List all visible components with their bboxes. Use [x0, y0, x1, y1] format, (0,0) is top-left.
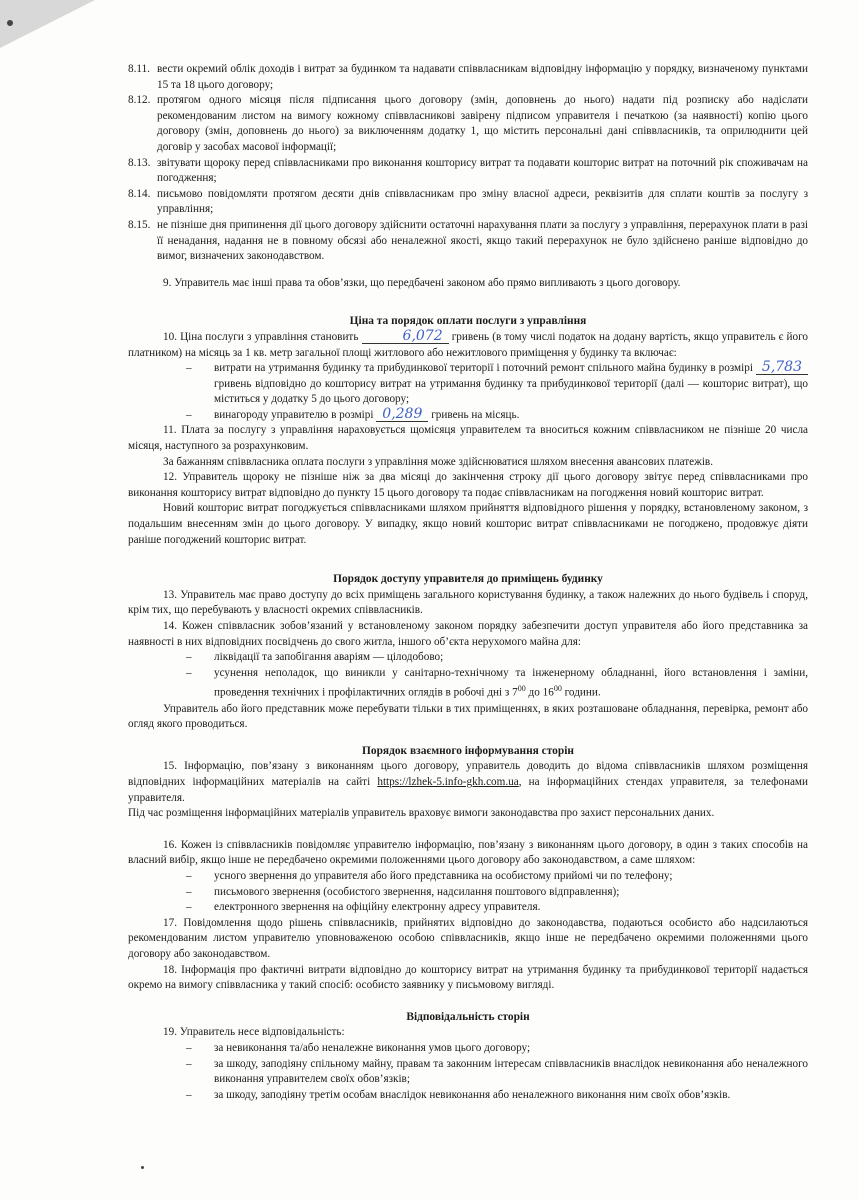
access-purpose-repair: – усунення неполадок, що виникли у санітарно-технічному та інженерному обладнанні, його встановлення і заміни, проведення технічних і профілактичних оглядів в робочі дні з $7^{00}$ до $16^{00}$ години. [186, 666, 808, 700]
responsibility-common-property: – за шкоду, заподіяну спільному майну, правам та законним інтересам співвласників внаслідок невиконання або неналежного виконання управителем своїх обов’язків; [186, 1057, 808, 1086]
paragraph-12: 12. Управитель щороку не пізніше ніж за два місяці до закінчення строку дії цього договору звітує перед співвласниками про виконання кошторису витрат відповідно до пункту 15 цього договору та подає співвласникам на погодження новий кошторис витрат. [128, 471, 808, 499]
responsibility-contract: – за невиконання та/або неналежне виконання умов цього договору; [186, 1041, 531, 1054]
paragraph-19: 19. Управитель несе відповідальність: [163, 1026, 345, 1039]
scan-speck [7, 20, 13, 26]
item-8-14: 8.14. письмово повідомляти протягом десяти днів співвласникам про зміну власної адреси, реквізитів для сплати коштів за послугу з управління; [128, 187, 808, 216]
paragraph-15-privacy: Під час розміщення інформаційних матеріалів управитель враховує вимоги законодавства про захист персональних даних. [128, 807, 715, 820]
item-8-15: 8.15. не пізніше дня припинення дії цього договору здійснити остаточні нарахування плати за послугу з управління, перерахунок плати в разі її ненадання, надання не в повному обсязі або неналежної якості, якщо такий перерахунок не було здійснено раніше відповідно до вимог, визначених законодавством. [128, 218, 808, 263]
price-component-fee: – винагороду управителю в розмірі 0,289 гривень на місяць. [186, 405, 520, 422]
paragraph-15: 15. Інформацію, пов’язану з виконанням цього договору, управитель доводить до відома співвласників шляхом розміщення відповідних інформаційних матеріалів на сайті https://lzhek-5.info-gkh.com.ua, на інформаційних стендах управителя, за телефонами управителя. [128, 760, 808, 804]
paragraph-13: 13. Управитель має право доступу до всіх приміщень загального користування будинку, а також належних до нього будівель і споруд, крім тих, що перебувають у власності окремих співвласників. [128, 588, 808, 617]
access-purpose-emergency: – ліквідації та запобігання аваріям — цілодобово; [186, 651, 444, 664]
paragraph-12-new-estimate: Новий кошторис витрат погоджується співвласниками шляхом прийняття відповідного рішення у порядку, встановленому законом, з подальшим внесенням змін до цього договору. У випадку, якщо новий кошторис витрат співвласниками не погоджено, продовжує діяти раніше погоджений кошторис витрат. [128, 502, 808, 546]
handwritten-price: 6,072 [362, 330, 449, 344]
notice-method-electronic: – електронного звернення на офіційну електронну адресу управителя. [186, 901, 541, 914]
paragraph-14-presence: Управитель або його представник може перебувати тільки в тих приміщеннях, в яких розташоване обладнання, перевірка, ремонт або огляд якого проводиться. [128, 702, 808, 731]
notice-method-written: – письмового звернення (особистого звернення, надсилання поштового відправлення); [186, 885, 620, 898]
item-8-13: 8.13. звітувати щороку перед співвласниками про виконання кошторису витрат та подавати кошторис витрат на поточний рік споживачам на погодження; [128, 156, 808, 185]
section-title-responsibility: Відповідальність сторін [406, 1010, 530, 1023]
item-8-11: 8.11. вести окремий облік доходів і витрат за будинком та надавати співвласникам відповідну інформацію у порядку, визначеному пунктами 15 та 18 цього договору; [128, 63, 808, 91]
handwritten-fee-amount: 0,289 [376, 408, 428, 422]
handwritten-maintenance-amount: 5,783 [756, 361, 808, 375]
section-title-info: Порядок взаємного інформування сторін [362, 744, 574, 757]
paragraph-10: 10. Ціна послуги з управління становить 6,072 гривень (в тому числі податок на додану вартість, якщо управитель є його платником) на місяць за 1 кв. метр загальної площі житлового або нежитлового приміщення у будинку та включає: [128, 327, 809, 359]
paragraph-14: 14. Кожен співвласник зобов’язаний у встановленому законом порядку забезпечити доступ управителя або його представника за наявності в них відповідних посвідчень до свого житла, іншого об’єкта нерухомого майна для: [128, 620, 808, 648]
document-body [128, 62, 808, 1103]
folded-corner [0, 0, 95, 48]
section-title-access: Порядок доступу управителя до приміщень будинку [333, 573, 603, 586]
paragraph-11-advance: За бажанням співвласника оплата послуги з управління може здійснюватися шляхом внесення авансових платежів. [163, 455, 714, 468]
price-component-maintenance: – витрати на утримання будинку та прибудинкової території і поточний ремонт спільного майна будинку в розмірі 5,783 гривень відповідно до кошторису витрат на утримання будинку та прибудинкової території (далі — кошторис витрат), що міститься у додатку 5 до цього договору; [186, 359, 808, 406]
paragraph-11: 11. Плата за послугу з управління нараховується щомісяця управителем та вноситься кожним співвласником не пізніше 20 числа місяця, наступного за розрахунковим. [128, 424, 808, 453]
paragraph-17: 17. Повідомлення щодо рішень співвласників, прийнятих відповідно до законодавства, подаються особисто або надсилаються рекомендованим листом управителю уповноваженою особою співвласників, якщо інше не передбачено окремими положеннями цього договору або законодавством. [128, 916, 808, 961]
item-8-12: 8.12. протягом одного місяця після підписання цього договору (змін, доповнень до нього) надати під розписку або надіслати рекомендованим листом на вимогу кожному співвласникові завірену підписом управителя і печаткою (за наявності) копію цього договору (змін, доповнень до нього) за виключенням додатку 1, що містить персональні дані співвласників, та оприлюднити цей договір у засобах масової інформації; [128, 94, 808, 153]
responsibility-third-parties: – за шкоду, заподіяну третім особам внаслідок невиконання або неналежного виконання ним своїх обов’язків. [186, 1088, 731, 1101]
section-title-price: Ціна та порядок оплати послуги з управління [349, 315, 587, 328]
paragraph-18: 18. Інформація про фактичні витрати відповідно до кошторису витрат на утримання будинку та прибудинкової території надається окремо на вимогу співвласника у такий спосіб: особисто заявнику у письмовому вигляді. [128, 963, 808, 992]
item-9: 9. Управитель має інші права та обов’язки, що передбачені законом або прямо випливають з цього договору. [163, 276, 681, 289]
website-link[interactable]: https://lzhek-5.info-gkh.com.ua [377, 776, 519, 789]
notice-method-oral: – усного звернення до управителя або його представника на особистому прийомі чи по телефону; [186, 870, 673, 883]
paragraph-16: 16. Кожен із співвласників повідомляє управителю інформацію, пов’язану з виконанням цього договору, в один з таких способів на власний вибір, якщо інше не передбачено окремими положеннями цього договору або законодавством, а саме шляхом: [128, 838, 808, 867]
scan-speck [141, 1166, 144, 1169]
